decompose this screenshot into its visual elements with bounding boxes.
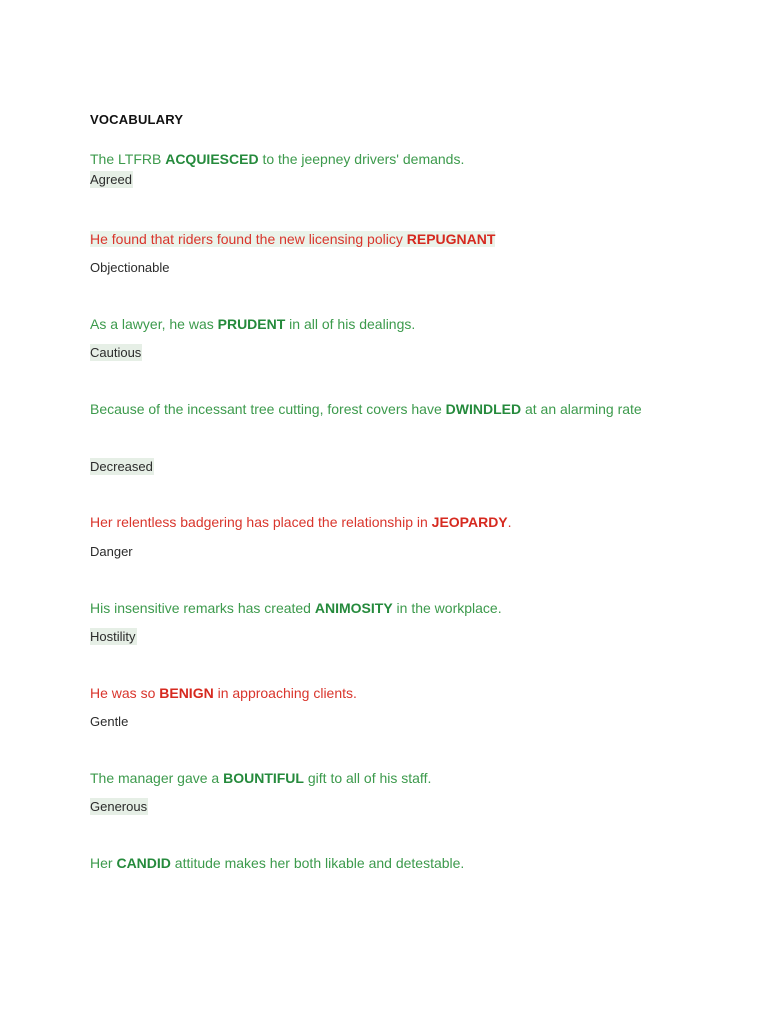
vocab-sentence	[90, 395, 670, 424]
sentence-prefix: He was so	[90, 685, 160, 701]
sentence-prefix: His insensitive remarks has created	[90, 600, 315, 616]
vocab-keyword: ACQUIESCED	[165, 151, 259, 167]
vocab-sentence	[90, 310, 690, 339]
vocab-answer	[90, 171, 133, 189]
sentence-prefix: He found that riders found the new licensing policy	[90, 231, 407, 247]
answer-text: Decreased	[90, 459, 153, 474]
sentence-suffix: .	[507, 514, 512, 530]
answer-text: Hostility	[90, 629, 136, 644]
vocab-keyword: DWINDLED	[445, 401, 522, 417]
answer-text: Cautious	[90, 345, 142, 360]
page-title: VOCABULARY	[90, 112, 184, 127]
sentence-suffix: to the jeepney drivers' demands.	[258, 151, 465, 167]
sentence-prefix: Her	[90, 855, 117, 871]
sentence-prefix: As a lawyer, he was	[90, 316, 218, 332]
vocab-keyword: PRUDENT	[217, 316, 286, 332]
sentence-suffix: attitude makes her both likable and detestable.	[170, 855, 465, 871]
vocab-answer	[90, 628, 137, 646]
vocab-keyword: ANIMOSITY	[314, 600, 393, 616]
vocab-sentence	[90, 225, 690, 254]
vocab-answer	[90, 713, 128, 731]
sentence-suffix: gift to all of his staff.	[303, 770, 432, 786]
vocab-sentence	[90, 849, 690, 878]
vocab-sentence	[90, 145, 690, 174]
vocab-keyword: BENIGN	[159, 685, 214, 701]
answer-text: Generous	[90, 799, 148, 814]
answer-text: Gentle	[90, 714, 129, 729]
vocab-sentence	[90, 764, 690, 793]
vocab-keyword: BOUNTIFUL	[223, 770, 304, 786]
sentence-suffix: at an alarming rate	[521, 401, 642, 417]
vocab-keyword: REPUGNANT	[406, 231, 496, 247]
vocab-answer	[90, 344, 142, 362]
sentence-prefix: Because of the incessant tree cutting, forest covers have	[90, 401, 446, 417]
answer-text: Agreed	[90, 172, 132, 187]
answer-text: Objectionable	[90, 260, 170, 275]
sentence-suffix: in all of his dealings.	[285, 316, 416, 332]
vocab-answer	[90, 458, 154, 476]
vocab-sentence	[90, 679, 690, 708]
vocab-answer	[90, 259, 170, 277]
vocab-answer	[90, 543, 133, 561]
sentence-prefix: The manager gave a	[90, 770, 224, 786]
vocab-sentence	[90, 508, 690, 537]
vocab-answer	[90, 798, 148, 816]
answer-text: Danger	[90, 544, 133, 559]
sentence-prefix: The LTFRB	[90, 151, 166, 167]
sentence-suffix: in the workplace.	[392, 600, 502, 616]
vocab-sentence	[90, 594, 690, 623]
vocab-keyword: CANDID	[116, 855, 171, 871]
sentence-suffix: in approaching clients.	[213, 685, 357, 701]
sentence-prefix: Her relentless badgering has placed the relationship in	[90, 514, 432, 530]
vocab-keyword: JEOPARDY	[431, 514, 508, 530]
